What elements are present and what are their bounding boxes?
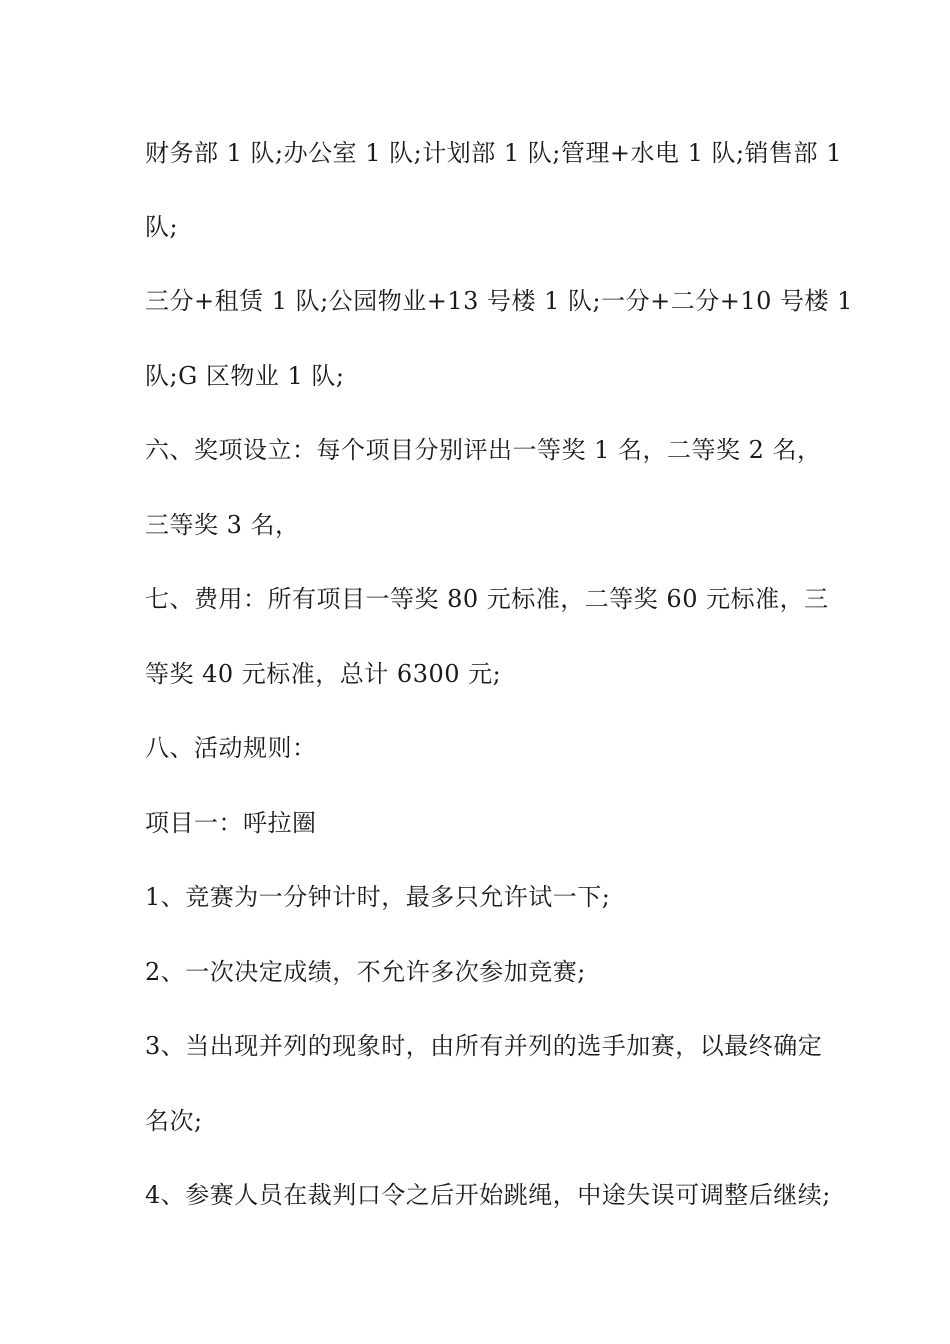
- rule-2: 2、一次决定成绩，不允许多次参加竞赛;: [145, 958, 586, 986]
- section-six-line-2: 三等奖 3 名，: [145, 511, 300, 539]
- paragraph-line-4: 队;G 区物业 1 队;: [145, 362, 345, 390]
- section-seven-line-1: 七、费用：所有项目一等奖 80 元标准，二等奖 60 元标准，三: [145, 585, 829, 613]
- rule-4: 4、参赛人员在裁判口令之后开始跳绳，中途失误可调整后继续;: [145, 1181, 831, 1209]
- paragraph-line-1: 财务部 1 队;办公室 1 队;计划部 1 队;管理+水电 1 队;销售部 1: [145, 139, 842, 167]
- paragraph-line-2: 队;: [145, 213, 179, 241]
- rule-1: 1、竞赛为一分钟计时，最多只允许试一下;: [145, 883, 611, 911]
- rule-3-line-1: 3、当出现并列的现象时，由所有并列的选手加赛，以最终确定: [145, 1032, 823, 1060]
- section-six-line-1: 六、奖项设立：每个项目分别评出一等奖 1 名，二等奖 2 名，: [145, 436, 822, 464]
- section-seven-line-2: 等奖 40 元标准，总计 6300 元;: [145, 660, 502, 688]
- rule-3-line-2: 名次;: [145, 1107, 203, 1135]
- paragraph-line-3: 三分+租赁 1 队;公园物业+13 号楼 1 队;一分+二分+10 号楼 1: [145, 287, 853, 315]
- section-eight-heading: 八、活动规则：: [145, 734, 317, 762]
- project-one-heading: 项目一：呼拉圈: [145, 809, 317, 837]
